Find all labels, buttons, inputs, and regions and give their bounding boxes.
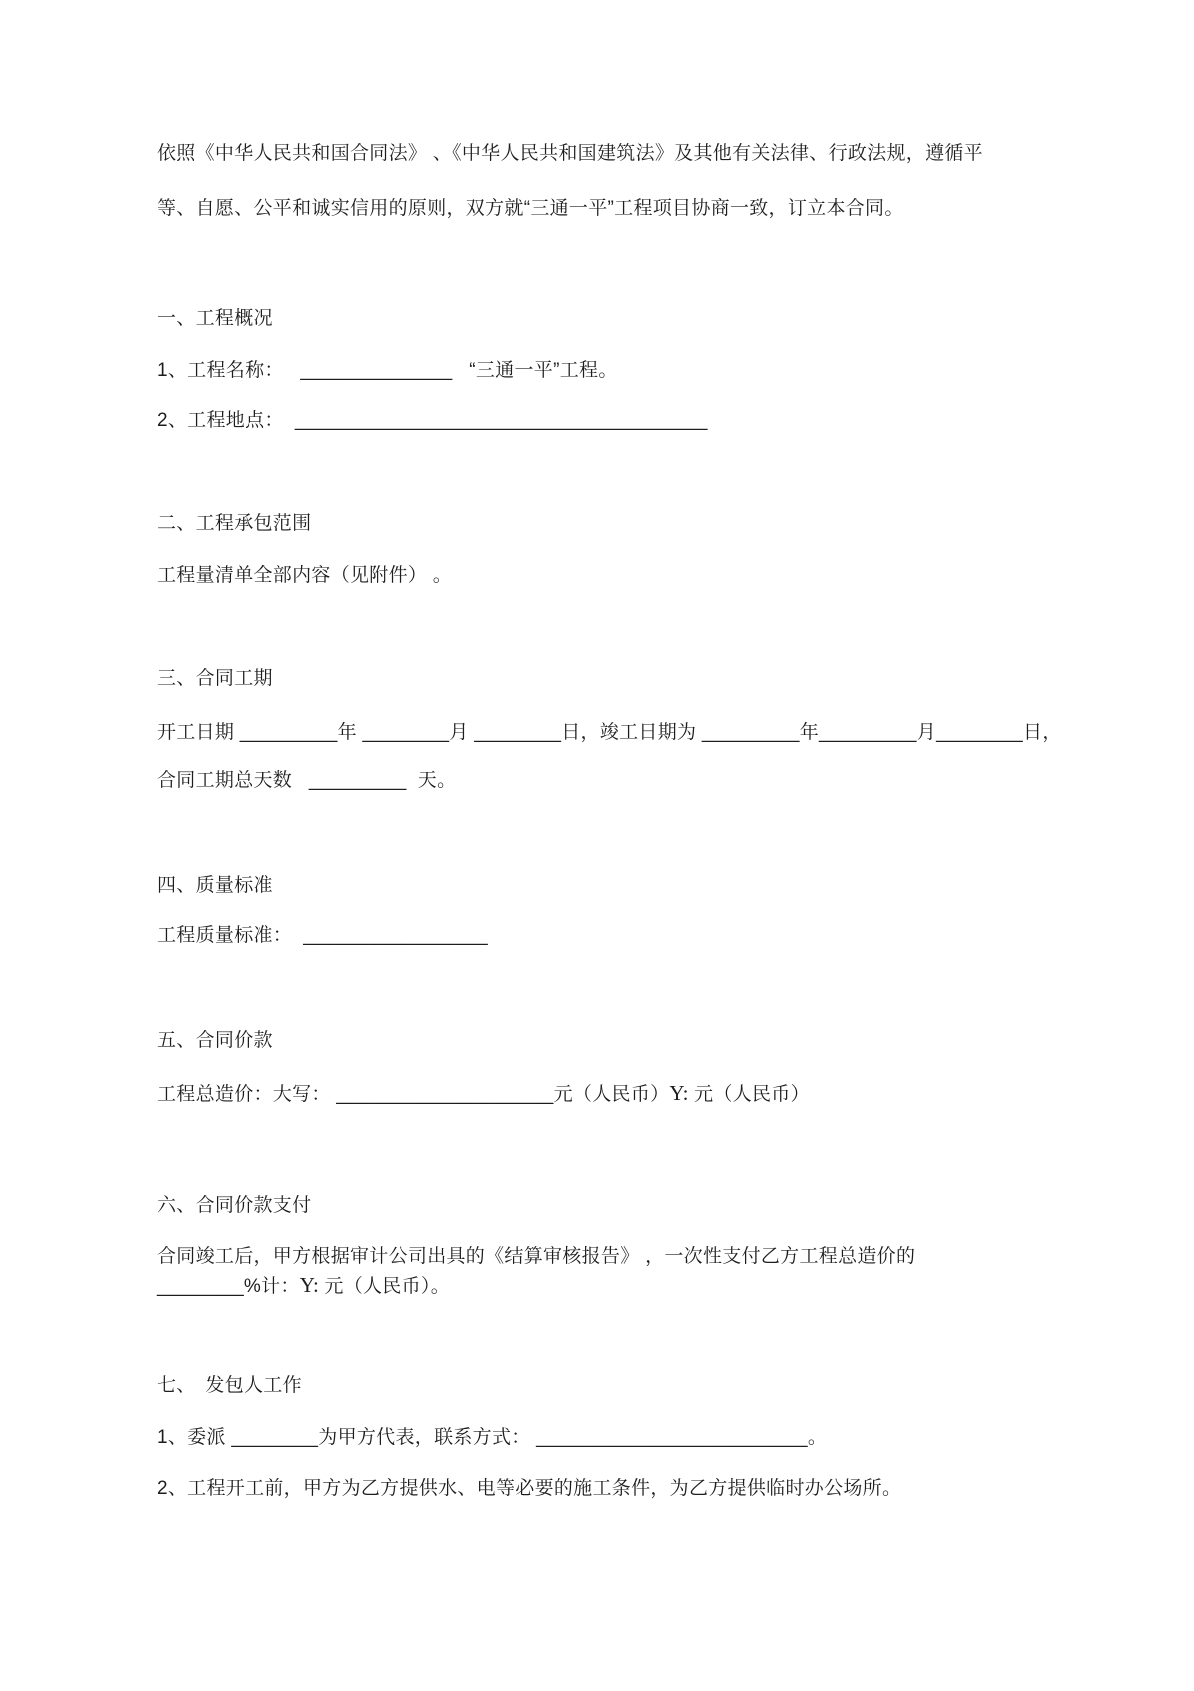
- total-price-text: 工程总造价：大写： ____________________元（人民币）: [157, 1084, 670, 1105]
- project-name-line: 1、工程名称： ______________ “三通一平”工程。: [157, 360, 618, 381]
- section-employer-heading: 七、 发包人工作: [157, 1375, 302, 1396]
- payment-text-tail: 元（人民币）。: [318, 1276, 450, 1297]
- quality-standard-line: 工程质量标准： _________________: [157, 925, 488, 946]
- section-quality-heading: 四、质量标准: [157, 875, 273, 896]
- project-location-line: 2、工程地点： ______________________________________: [157, 410, 708, 431]
- payment-percent-text: ________%计：: [157, 1276, 300, 1297]
- section-payment-heading: 六、合同价款支付: [157, 1195, 312, 1216]
- preamble-line-1: 依照《中华人民共和国合同法》 、《中华人民共和国建筑法》及其他有关法律、行政法规，遵循平: [157, 143, 983, 164]
- preconditions-line: 2、工程开工前，甲方为乙方提供水、电等必要的施工条件，为乙方提供临时办公场所。: [157, 1478, 902, 1499]
- total-price-line: [157, 1080, 810, 1108]
- section-scope-heading: 二、工程承包范围: [157, 513, 312, 534]
- preamble-line-2: 等、自愿、公平和诚实信用的原则，双方就“三通一平”工程项目协商一致，订立本合同。: [157, 198, 904, 219]
- dates-line: 开工日期 _________年 ________月 ________日，竣工日期为 _________年_________月________日，: [157, 722, 1062, 743]
- payment-line-1: 合同竣工后，甲方根据审计公司出具的《结算审核报告》 ，一次性支付乙方工程总造价的: [157, 1246, 916, 1267]
- section-overview-heading: 一、工程概况: [157, 308, 273, 329]
- delegate-line: 1、委派 ________为甲方代表，联系方式： _________________________。: [157, 1427, 828, 1448]
- scope-body-line: 工程量清单全部内容（见附件） 。: [157, 565, 453, 586]
- total-days-line: 合同工期总天数 _________ 天。: [157, 770, 457, 791]
- section-duration-heading: 三、合同工期: [157, 668, 273, 689]
- yuan-currency-symbol: Y:: [669, 1081, 689, 1105]
- payment-line-2: [157, 1272, 450, 1300]
- yuan-currency-symbol: Y:: [299, 1273, 319, 1297]
- total-price-text-tail: 元（人民币）: [688, 1084, 810, 1105]
- section-price-heading: 五、合同价款: [157, 1030, 273, 1051]
